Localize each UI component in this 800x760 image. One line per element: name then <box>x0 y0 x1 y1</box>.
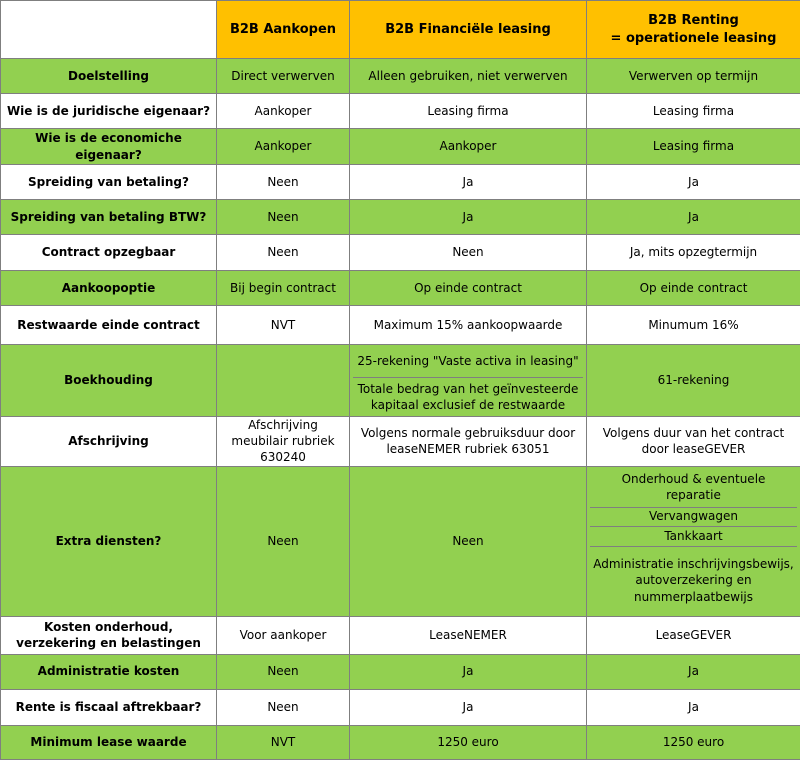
cell-aankopen: Neen <box>217 689 350 725</box>
cell-renting: LeaseGEVER <box>587 616 800 654</box>
cell-subline: Vervangwagen <box>590 507 797 526</box>
cell-financiele-leasing: Leasing firma <box>350 94 587 129</box>
table-row <box>1 306 800 345</box>
cell-financiele-leasing: Neen <box>350 466 587 616</box>
table-row <box>1 345 800 417</box>
cell-financiele-leasing <box>350 345 587 417</box>
cell-renting: Volgens duur van het contract door leaseGEVER <box>587 417 800 467</box>
cell-aankopen: NVT <box>217 725 350 759</box>
row-label: Spreiding van betaling? <box>1 165 217 200</box>
cell-renting: 1250 euro <box>587 725 800 759</box>
cell-aankopen: Bij begin contract <box>217 271 350 306</box>
cell-renting: Ja <box>587 165 800 200</box>
cell-aankopen: Neen <box>217 654 350 689</box>
cell-subline: Onderhoud & eventuele reparatie <box>590 468 797 507</box>
row-label: Wie is de economiche eigenaar? <box>1 129 217 165</box>
cell-aankopen: Afschrijving meubilair rubriek 630240 <box>217 417 350 467</box>
row-label: Wie is de juridische eigenaar? <box>1 94 217 129</box>
header-financiele-leasing: B2B Financiële leasing <box>350 1 587 59</box>
table-row <box>1 689 800 725</box>
cell-financiele-leasing: 1250 euro <box>350 725 587 759</box>
cell-aankopen <box>217 345 350 417</box>
cell-renting: Ja <box>587 689 800 725</box>
table-row <box>1 200 800 235</box>
table-row <box>1 654 800 689</box>
cell-financiele-leasing: LeaseNEMER <box>350 616 587 654</box>
cell-financiele-leasing: Neen <box>350 235 587 271</box>
cell-aankopen: Neen <box>217 200 350 235</box>
table-row <box>1 616 800 654</box>
cell-aankopen: Neen <box>217 165 350 200</box>
table-row <box>1 271 800 306</box>
table-row <box>1 235 800 271</box>
cell-aankopen: Aankoper <box>217 129 350 165</box>
row-label: Doelstelling <box>1 59 217 94</box>
cell-aankopen: NVT <box>217 306 350 345</box>
cell-renting: Leasing firma <box>587 94 800 129</box>
table-row <box>1 466 800 616</box>
row-label: Spreiding van betaling BTW? <box>1 200 217 235</box>
row-label: Rente is fiscaal aftrekbaar? <box>1 689 217 725</box>
cell-financiele-leasing: Ja <box>350 165 587 200</box>
row-label: Afschrijving <box>1 417 217 467</box>
table-row <box>1 59 800 94</box>
cell-subline: Tankkaart <box>590 526 797 546</box>
cell-renting: Op einde contract <box>587 271 800 306</box>
cell-aankopen: Direct verwerven <box>217 59 350 94</box>
row-label: Administratie kosten <box>1 654 217 689</box>
table-row <box>1 129 800 165</box>
cell-aankopen: Neen <box>217 235 350 271</box>
cell-financiele-leasing: Volgens normale gebruiksduur door leaseNEMER rubriek 63051 <box>350 417 587 467</box>
cell-subline: Totale bedrag van het geïnvesteerde kapitaal exclusief de restwaarde <box>353 377 583 416</box>
cell-financiele-leasing: Alleen gebruiken, niet verwerven <box>350 59 587 94</box>
cell-aankopen: Neen <box>217 466 350 616</box>
header-renting-subtitle: = operationele leasing <box>590 30 797 48</box>
cell-financiele-leasing: Maximum 15% aankoopwaarde <box>350 306 587 345</box>
cell-aankopen: Voor aankoper <box>217 616 350 654</box>
cell-renting: Leasing firma <box>587 129 800 165</box>
cell-renting: 61-rekening <box>587 345 800 417</box>
cell-financiele-leasing: Ja <box>350 689 587 725</box>
row-label: Contract opzegbaar <box>1 235 217 271</box>
cell-renting: Minumum 16% <box>587 306 800 345</box>
row-label: Boekhouding <box>1 345 217 417</box>
cell-renting: Verwerven op termijn <box>587 59 800 94</box>
cell-subline: Administratie inschrijvingsbewijs, autoverzekering en nummerplaatbewijs <box>590 546 797 615</box>
cell-aankopen: Aankoper <box>217 94 350 129</box>
table-row <box>1 417 800 467</box>
cell-renting: Ja <box>587 654 800 689</box>
cell-renting <box>587 466 800 616</box>
cell-renting: Ja, mits opzegtermijn <box>587 235 800 271</box>
table-row <box>1 725 800 759</box>
row-label: Restwaarde einde contract <box>1 306 217 345</box>
cell-financiele-leasing: Ja <box>350 200 587 235</box>
table-row <box>1 94 800 129</box>
row-label: Kosten onderhoud, verzekering en belastingen <box>1 616 217 654</box>
row-label: Extra diensten? <box>1 466 217 616</box>
row-label: Aankoopoptie <box>1 271 217 306</box>
header-renting-title: B2B Renting <box>590 12 797 30</box>
cell-renting: Ja <box>587 200 800 235</box>
row-label: Minimum lease waarde <box>1 725 217 759</box>
header-corner-cell <box>1 1 217 59</box>
table-row <box>1 165 800 200</box>
cell-subline: 25-rekening "Vaste activa in leasing" <box>353 345 583 377</box>
cell-financiele-leasing: Aankoper <box>350 129 587 165</box>
header-renting <box>587 1 800 59</box>
cell-financiele-leasing: Ja <box>350 654 587 689</box>
cell-financiele-leasing: Op einde contract <box>350 271 587 306</box>
header-aankopen: B2B Aankopen <box>217 1 350 59</box>
header-row <box>1 1 800 59</box>
